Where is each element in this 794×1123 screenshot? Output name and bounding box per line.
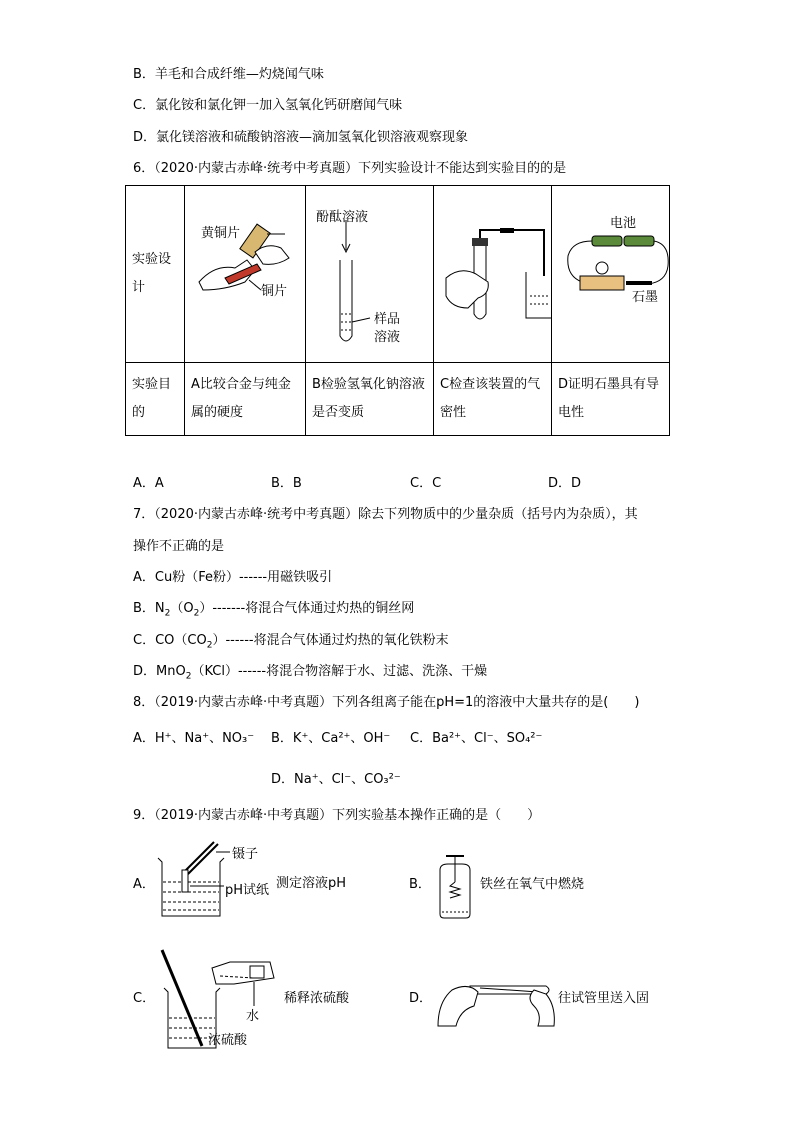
q9-option-a-caption: 测定溶液pH [276, 876, 347, 891]
label-tweezers: 镊子 [232, 847, 259, 862]
label-solution: 溶液 [374, 330, 401, 345]
q6-option-c[interactable]: C．C [410, 476, 442, 491]
q7-stem-line1: 7．（2020·内蒙古赤峰·统考中考真题）除去下列物质中的少量杂质（括号内为杂质），其 [133, 507, 638, 522]
brass-copper-scratch-illustration [185, 186, 305, 362]
q6-stem: 6．（2020·内蒙古赤峰·统考中考真题）下列实验设计不能达到实验目的的是 [133, 161, 567, 176]
q8-option-b[interactable]: B．K⁺、Ca²⁺、OH⁻ [271, 731, 391, 746]
add-solid-to-test-tube-illustration [434, 966, 558, 1028]
label-brass-sheet: 黄铜片 [201, 226, 241, 241]
q6-purpose-d: D证明石墨具有导电性 [552, 363, 670, 436]
label-battery: 电池 [610, 216, 637, 231]
q6-row1-header: 实验设计 [126, 186, 185, 363]
q9-option-d-letter[interactable]: D． [409, 991, 433, 1006]
graphite-conductivity-circuit [552, 186, 670, 362]
q7-option-c[interactable]: C．$CO(CO_2)------$将混合气体通过灼热的氧化铁粉末 [133, 633, 449, 651]
q8-option-c[interactable]: C．Ba²⁺、Cl⁻、SO₄²⁻ [410, 731, 543, 746]
q9-option-c-caption: 稀释浓硫酸 [284, 991, 350, 1006]
prev-option-c: C．氯化铵和氯化钾一加入氢氧化钙研磨闻气味 [133, 98, 403, 113]
prev-option-b: B．羊毛和合成纤维—灼烧闻气味 [133, 67, 324, 82]
q6-purpose-a: A比较合金与纯金属的硬度 [185, 363, 306, 436]
label-graphite: 石墨 [632, 290, 659, 305]
q9-option-b-letter[interactable]: B． [409, 877, 431, 892]
q7-stem-line2: 操作不正确的是 [133, 539, 225, 554]
q7-option-a[interactable]: A．Cu粉（Fe粉）------用磁铁吸引 [133, 570, 333, 585]
label-conc-sulfuric-acid: 浓硫酸 [208, 1033, 248, 1048]
q8-option-d[interactable]: D．Na⁺、Cl⁻、CO₃²⁻ [271, 772, 401, 787]
label-copper-sheet: 铜片 [261, 284, 288, 299]
label-sample: 样品 [374, 312, 401, 327]
label-ph-paper: pH试纸 [225, 883, 270, 898]
q6-fig-a [185, 186, 306, 363]
q6-option-b[interactable]: B．B [271, 476, 302, 491]
q9-option-c-letter[interactable]: C． [133, 991, 156, 1006]
q9-option-b-caption: 铁丝在氧气中燃烧 [480, 877, 585, 892]
q7-option-b[interactable]: B．$N_2(O_2)-------$将混合气体通过灼热的铜丝网 [133, 601, 415, 619]
label-water: 水 [246, 1009, 260, 1024]
q6-purpose-b: B检验氢氧化钠溶液是否变质 [306, 363, 434, 436]
q6-row2-header: 实验目的 [126, 363, 185, 436]
iron-wire-oxygen-jar-illustration [432, 854, 478, 920]
label-phenolphthalein: 酚酞溶液 [316, 210, 369, 225]
q6-fig-b [306, 186, 434, 363]
q6-purpose-c: C检查该装置的气密性 [434, 363, 552, 436]
q8-option-a[interactable]: A．H⁺、Na⁺、NO₃⁻ [133, 731, 255, 746]
airtightness-apparatus [434, 186, 552, 362]
q9-stem: 9．（2019·内蒙古赤峰·中考真题）下列实验基本操作正确的是（ ） [133, 808, 541, 823]
q6-experiment-table [125, 185, 670, 436]
ph-test-beaker-illustration [150, 838, 230, 920]
prev-option-d: D．氯化镁溶液和硫酸钠溶液—滴加氢氧化钡溶液观察现象 [133, 130, 469, 145]
q9-option-a-letter[interactable]: A． [133, 877, 155, 892]
q6-option-a[interactable]: A．A [133, 476, 164, 491]
q6-option-d[interactable]: D．D [548, 476, 582, 491]
q7-option-d[interactable]: D．MnO$_2$（KCl）------将混合物溶解于水、过滤、洗涤、干燥 [133, 664, 488, 682]
q6-fig-c [434, 186, 552, 363]
q6-fig-d [552, 186, 670, 363]
q8-stem: 8．（2019·内蒙古赤峰·中考真题）下列各组离子能在pH=1的溶液中大量共存的是( ) [133, 695, 640, 710]
q9-option-d-caption: 往试管里送入固 [558, 991, 650, 1006]
